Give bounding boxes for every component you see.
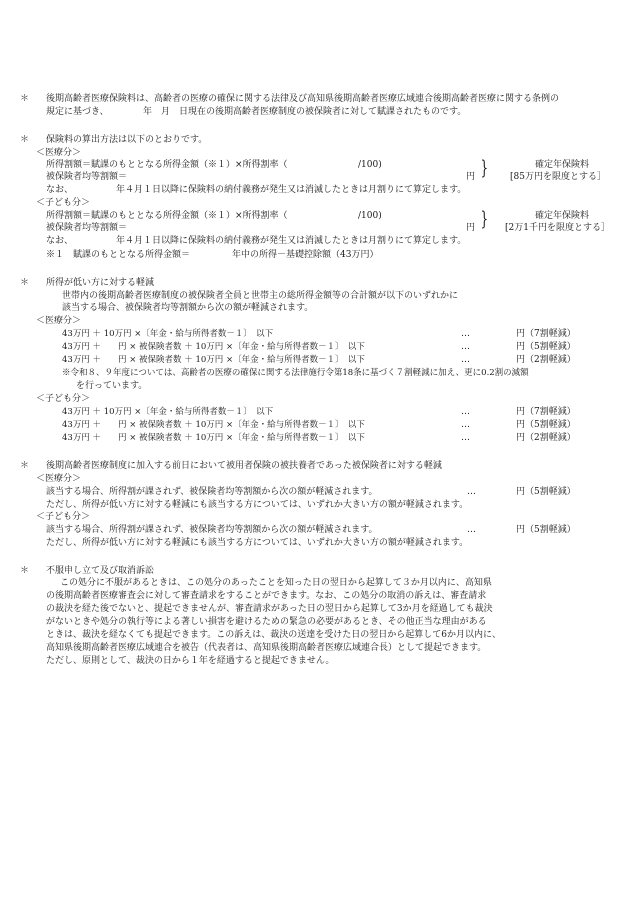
- s3-medical-label: ＜医療分＞: [36, 316, 82, 326]
- s4-m-dots: …: [467, 487, 476, 497]
- s4-m-result: 円（5割軽減）: [516, 487, 576, 497]
- s2-c-note-b: 年４月１日以降に保険料の納付義務が発生又は消滅したときは月割りにて算定します。: [116, 236, 467, 246]
- s3-m-row-result: 円（5割軽減）: [516, 342, 576, 352]
- s3-c-row-formula: 43万円 ＋ 10万円 ×〔年金・給与所得者数－１〕 以下: [62, 407, 274, 417]
- s2-m-per-capita: 被保険者均等割額＝: [46, 172, 128, 182]
- s3-child-label: ＜子ども分＞: [36, 394, 91, 404]
- brace-icon: }: [480, 206, 489, 230]
- s3-c-row-dots: …: [461, 433, 470, 443]
- brace-icon: }: [480, 155, 489, 179]
- s3-intro1: 世帯内の後期高齢者医療制度の被保険者全員と世帯主の総所得金額等の合計額が以下のいずれかに: [62, 291, 459, 301]
- s2-m-income-rate: 所得割額＝賦課のもととなる所得金額（※１）×所得割率（: [46, 160, 288, 170]
- s3-c-row-formula: 43万円 ＋ 円 × 被保険者数 ＋ 10万円 ×〔年金・給与所得者数－１〕 以下: [62, 433, 365, 443]
- s2-m-confirmed: 確定年保険料: [535, 160, 590, 170]
- s1-line2b: 年 月 日現在の後期高齢者医療制度の被保険者に対して賦課されたものです。: [143, 107, 467, 117]
- s2-c-limit: [2万1千円を限度とする］: [505, 223, 610, 233]
- s2-m-note-a: なお、: [46, 185, 74, 195]
- s5-line: この処分に不服があるときは、この処分のあったことを知った日の翌日から起算して３か月以内に、高知県: [60, 578, 492, 588]
- s2-child-label: ＜子ども分＞: [36, 198, 91, 208]
- s4-c-tail: ただし、所得が低い方に対する軽減にも該当する方については、いずれか大きい方の額が軽減されます。: [46, 538, 469, 548]
- s3-m-row-dots: …: [461, 342, 470, 352]
- s2-c-per-capita: 被保険者均等割額＝: [46, 223, 128, 233]
- s4-child-label: ＜子ども分＞: [36, 512, 91, 522]
- s3-m-row-dots: …: [461, 355, 470, 365]
- s5-line: がないときや処分の執行等による著しい損害を避けるための緊急の必要があるとき、その他正当な理由がある: [46, 617, 487, 627]
- s1-line1: 後期高齢者医療保険料は、高齢者の医療の確保に関する法律及び高知県後期高齢者医療広域連合後期高齢者医療に関する条例の: [46, 94, 560, 104]
- s2-c-note-a: なお、: [46, 236, 74, 246]
- s4-c-line: 該当する場合、所得割が課されず、被保険者均等割額から次の額が軽減されます。: [46, 525, 378, 535]
- s2-medical-label: ＜医療分＞: [36, 148, 82, 158]
- s3-c-row-dots: …: [461, 420, 470, 430]
- s4-medical-label: ＜医療分＞: [36, 474, 82, 484]
- s3-m-row-result: 円（7割軽減）: [516, 329, 576, 339]
- s3-note2: を行っています。: [76, 381, 148, 391]
- bullet-3: ＊: [20, 278, 30, 288]
- bullet-4: ＊: [20, 461, 30, 471]
- s2-m-yen: 円: [466, 172, 476, 182]
- s2-c-confirmed: 確定年保険料: [535, 211, 590, 221]
- bullet-5: ＊: [20, 566, 30, 576]
- s4-m-tail: ただし、所得が低い方に対する軽減にも該当する方については、いずれか大きい方の額が軽減されます。: [46, 500, 469, 510]
- s4-c-result: 円（5割軽減）: [516, 525, 576, 535]
- s3-c-row-result: 円（7割軽減）: [516, 407, 576, 417]
- bullet-2: ＊: [20, 135, 30, 145]
- s4-c-dots: …: [467, 525, 476, 535]
- s3-m-row-formula: 43万円 ＋ 円 × 被保険者数 ＋ 10万円 ×〔年金・給与所得者数－１〕 以下: [62, 342, 365, 352]
- bullet-1: ＊: [20, 94, 30, 104]
- s3-c-row-result: 円（2割軽減）: [516, 433, 576, 443]
- s2-c-income-rate: 所得割額＝賦課のもととなる所得金額（※１）×所得割率（: [46, 211, 288, 221]
- s3-heading: 所得が低い方に対する軽減: [46, 278, 155, 288]
- s2-m-note-b: 年４月１日以降に保険料の納付義務が発生又は消滅したときは月割りにて算定します。: [116, 185, 467, 195]
- s5-heading: 不服申し立て及び取消訴訟: [46, 566, 155, 576]
- s3-c-row-result: 円（5割軽減）: [516, 420, 576, 430]
- s2-m-rate-suffix: /100): [358, 160, 382, 170]
- s4-heading: 後期高齢者医療制度に加入する前日において被用者保険の被扶養者であった被保険者に対する軽減: [46, 461, 442, 471]
- s3-note1: ※令和８、９年度については、高齢者の医療の確保に関する法律施行令第18条に基づく７割軽減に加え、更に0.2割の減額: [62, 368, 529, 378]
- s3-m-row-formula: 43万円 ＋ 円 × 被保険者数 ＋ 10万円 ×〔年金・給与所得者数－１〕 以下: [62, 355, 365, 365]
- s5-line: 高知県後期高齢者医療広域連合を被告（代表者は、高知県後期高齢者医療広域連合長）として提起できます。: [46, 643, 487, 653]
- s2-c-yen: 円: [466, 223, 476, 233]
- s5-line: の後期高齢者医療審査会に対して審査請求をすることができます。なお、この処分の取消の訴えは、審査請求: [46, 591, 487, 601]
- s2-c-rate-suffix: /100): [358, 211, 382, 221]
- s2-foot-a: ※１ 賦課のもととなる所得金額＝: [46, 250, 191, 260]
- s3-m-row-formula: 43万円 ＋ 10万円 ×〔年金・給与所得者数－１〕 以下: [62, 329, 274, 339]
- s3-c-row-formula: 43万円 ＋ 円 × 被保険者数 ＋ 10万円 ×〔年金・給与所得者数－１〕 以下: [62, 420, 365, 430]
- s4-m-line: 該当する場合、所得割が課されず、被保険者均等割額から次の額が軽減されます。: [46, 487, 378, 497]
- s3-c-row-dots: …: [461, 407, 470, 417]
- s5-line: ただし、原則として、裁決の日から１年を経過すると提起できません。: [46, 656, 335, 666]
- s3-m-row-dots: …: [461, 329, 470, 339]
- s1-line2a: 規定に基づき、: [46, 107, 109, 117]
- s2-m-limit: [85万円を限度とする］: [510, 172, 606, 182]
- s5-line: ときは、裁決を経なくても提起できます。この訴えは、裁決の送達を受けた日の翌日から起算して6か月以内に、: [46, 630, 502, 640]
- s5-line: の裁決を経た後でないと、提起できませんが、審査請求があった日の翌日から起算して3か月を経過しても裁決: [46, 604, 493, 614]
- s2-foot-b: 年中の所得－基礎控除額（43万円）: [232, 250, 379, 260]
- s3-intro2: 該当する場合、被保険者均等割額から次の額が軽減されます。: [62, 303, 314, 313]
- s2-heading: 保険料の算出方法は以下のとおりです。: [46, 135, 208, 145]
- s3-m-row-result: 円（2割軽減）: [516, 355, 576, 365]
